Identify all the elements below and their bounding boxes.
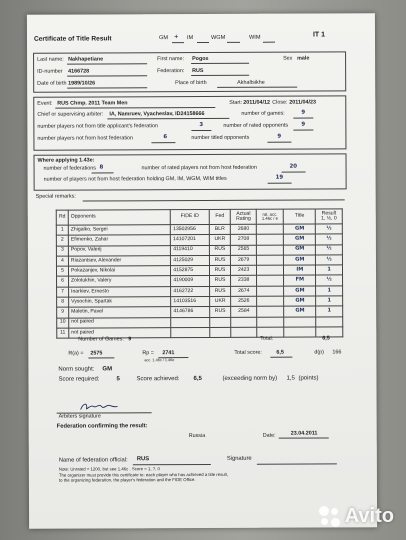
cell-rd: 8 (57, 297, 69, 307)
col-result-sub: 1, ½, 0 (321, 215, 337, 222)
cell-rd: 2 (56, 235, 68, 245)
score-value: 6,5 (276, 349, 284, 356)
cell-result: 1 (316, 286, 343, 296)
last-name-label: Last name: (37, 56, 64, 63)
dob-value: 1989/10/26 (68, 80, 96, 87)
games-count-value: 9 (128, 336, 132, 343)
cell-rat-acc (256, 255, 283, 265)
first-name-value: Pogos (192, 55, 209, 63)
cell-title (284, 327, 316, 337)
cell-rating (231, 327, 257, 337)
ach-value: 6,5 (193, 376, 202, 383)
cell-title: GM (284, 255, 316, 265)
id-number-label: ID-number (37, 68, 63, 75)
sex-value: male (297, 55, 310, 62)
cell-fide-id: 4125029 (171, 255, 209, 265)
avito-watermark (319, 505, 394, 528)
cell-rat-acc (256, 234, 283, 244)
start-label: Start: (229, 99, 243, 106)
exceed-value: 1,5 (286, 375, 295, 382)
note-organizer: The organizer must provide this certificate to: each player who has achieved a title result, (58, 471, 229, 478)
cell-result: 1 (316, 296, 343, 306)
cell-rd: 10 (57, 318, 69, 328)
arbiter-signature-scribble (79, 401, 119, 411)
cell-title: GM (284, 245, 316, 255)
rated-non-host-value: 20 (289, 163, 298, 170)
dob-label: Date of birth (37, 80, 67, 87)
cell-result: 1 (316, 306, 343, 316)
cell-opponent: Pokazanjev, Nikolai (68, 266, 170, 277)
event-value: RUS Chmp. 2011 Team Men (57, 100, 128, 107)
arbiter-signature-label: Arbiters signature (58, 413, 101, 420)
avito-brand-text: Avito (344, 505, 394, 527)
certificate-document (27, 13, 377, 529)
im-label: IM (186, 35, 194, 42)
col-title: Title (284, 209, 316, 224)
points-label: (points) (298, 375, 319, 382)
sex-label: Sex (283, 55, 293, 62)
req-value: 5 (116, 376, 120, 383)
col-rating: Actual Rating (231, 209, 257, 224)
close-value: 2011/04/23 (289, 99, 316, 106)
norm-label: Norm sought: (58, 366, 95, 373)
cell-fide-id (171, 327, 209, 337)
col-result-label: Result (321, 210, 337, 217)
id-number-value: 4166728 (68, 68, 90, 75)
rp-value: 2741 (162, 350, 175, 357)
cell-opponent: Maletin, Pavel (69, 307, 171, 318)
cell-opponent: Efimenko, Zahar (68, 235, 170, 246)
dp-label: d(p) (314, 349, 324, 356)
ra-value: 2575 (90, 350, 103, 357)
cell-fed: RUS (209, 266, 231, 276)
cell-rat-acc (257, 286, 284, 296)
cell-opponent: Vysochin, Spartak (69, 297, 171, 308)
cell-fide-id: 14107201 (171, 235, 209, 245)
non-fed-label: number players not from title applicant's federation (37, 123, 158, 130)
cell-opponent: not paired (69, 328, 171, 339)
ach-label: Score achieved: (136, 376, 180, 383)
feds-label: number of federations (43, 165, 97, 172)
arbiter-label: Chief or supervising arbiter: (37, 111, 104, 118)
cell-fide-id: 4190009 (171, 276, 209, 286)
first-name-label: First name: (157, 56, 185, 63)
cell-result: ½ (316, 234, 343, 244)
cell-title: GM (284, 296, 316, 306)
col-fed: Fed (209, 209, 231, 224)
rated-label: number of rated opponents (223, 122, 289, 129)
signature-label: Signature (226, 455, 252, 462)
cell-rating: 2679 (231, 255, 257, 265)
cell-title: FM (284, 275, 316, 285)
cell-fide-id (171, 317, 209, 327)
cell-rating: 2680 (231, 224, 257, 234)
cell-rating: 2674 (231, 286, 257, 296)
rated-non-host-label: number of rated players not from host federation (141, 164, 257, 172)
cell-title: GM (284, 306, 316, 316)
cell-result (316, 317, 343, 327)
games-label: number of games: (241, 110, 285, 117)
cell-fide-id: 4146786 (171, 307, 209, 317)
cell-fed (209, 327, 231, 337)
cell-opponent: Zolotukhin, Valery (68, 276, 170, 287)
cell-title: GM (284, 234, 316, 244)
total-label: Total: (260, 335, 274, 342)
cell-opponent: Popov, Valerij (68, 245, 170, 256)
cell-fed: UKR (209, 296, 231, 306)
games-value: 9 (301, 109, 306, 116)
cell-rd: 3 (56, 246, 68, 256)
official-name-label: Name of federation official: (58, 457, 128, 464)
titled-non-host-label: number of players not from host federation holding GM, IM, WGM, WIM titles (43, 175, 227, 183)
form-code: IT 1 (312, 31, 326, 39)
cell-rd: 5 (56, 266, 68, 276)
non-fed-value: 3 (199, 121, 204, 129)
cell-fide-id: 4119410 (171, 245, 209, 255)
cell-fed: UKR (209, 235, 231, 245)
cell-rat-acc (257, 276, 284, 286)
rp-label: Rp = (142, 350, 154, 357)
titled-value: 9 (277, 133, 282, 140)
official-name-value: RUS (136, 456, 150, 463)
cell-rd: 1 (56, 225, 68, 235)
cell-title: GM (284, 224, 316, 234)
cell-rating (231, 317, 257, 327)
cell-opponent: Riazantsev, Alexander (68, 256, 170, 267)
table-header-row (56, 209, 342, 225)
confirm-country: Russia (188, 432, 206, 440)
cell-fide-id: 13502956 (171, 224, 209, 234)
last-name-value: Nakhapetiane (68, 56, 104, 63)
cell-fed: RUS (209, 276, 231, 286)
arbiter-value: IA, Namruev, Vyacheslav, ID24158666 (109, 110, 205, 118)
col-result (316, 209, 343, 224)
cell-fed: BLR (209, 224, 231, 234)
cell-rd: 7 (57, 287, 69, 297)
federation-label: Federation: (157, 68, 185, 75)
cell-result: ½ (316, 255, 343, 265)
ra-label: R(a) = (68, 350, 84, 357)
total-value: 6,5 (322, 335, 330, 342)
confirm-date-label: Date: (262, 432, 276, 439)
federation-value: RUS (192, 67, 204, 75)
wim-label: WIM (248, 34, 261, 41)
non-host-label: number players not from host federation (37, 135, 134, 142)
cell-opponent: Inarkiev, Ernesto (69, 286, 171, 297)
req-label: Score required: (58, 376, 100, 383)
games-count-label: Number of Games: (78, 336, 124, 343)
cell-rat-acc (256, 245, 283, 255)
cell-result: ½ (316, 244, 343, 254)
wgm-label: WGM (210, 34, 226, 41)
cell-fed: RUS (209, 245, 231, 255)
cell-rat-acc (256, 224, 283, 234)
cell-rat-acc (257, 307, 284, 317)
cell-rat-acc (257, 296, 284, 306)
score-label: Total score: (234, 349, 262, 356)
cell-title (284, 317, 316, 327)
col-rd: Rd (56, 210, 68, 225)
note-recipients: to the organizing federation, the player's federation and the FIDE Office. (58, 477, 196, 483)
cell-fed (209, 317, 231, 327)
col-rat-acc: rat. acc. 1.46c / e (256, 209, 283, 224)
note-unrated: Note: Unrated = 1200, but see 1.46c . Score = 1, ?, 0 (58, 466, 160, 472)
cell-opponent: Zhigalko, Sergei (68, 225, 170, 236)
federation-confirm-label: Federation confirming the result: (56, 423, 148, 430)
pob-label: Place of birth (175, 79, 207, 87)
titled-label: number titled opponents (191, 134, 250, 142)
close-label: Close: (272, 99, 288, 106)
cell-fide-id: 14103516 (171, 297, 209, 307)
rated-value: 9 (301, 121, 306, 128)
cell-rd: 6 (57, 277, 69, 287)
pob-value: Akhaltsikhe (237, 79, 265, 86)
exceed-label: (exceeding norm by) (222, 375, 278, 382)
cell-rating: 2423 (231, 265, 257, 275)
col-opponents: Opponents (68, 210, 170, 225)
rule-143e-heading: Where applying 1.43e: (37, 157, 95, 164)
cell-rating: 2708 (231, 235, 257, 245)
cell-fide-id: 4152875 (171, 266, 209, 276)
non-host-value: 6 (163, 134, 168, 141)
cell-result: 1 (316, 265, 343, 275)
cell-rating: 2526 (231, 296, 257, 306)
cell-rating: 2584 (231, 307, 257, 317)
feds-value: 8 (99, 164, 104, 171)
cell-rat-acc (256, 265, 283, 275)
cell-rd: 11 (57, 328, 69, 338)
start-value: 2011/04/12 (243, 99, 270, 106)
event-label: Event: (37, 100, 53, 107)
cell-fed: RUS (209, 307, 231, 317)
cell-fide-id: 4162722 (171, 286, 209, 296)
gm-label: GM (158, 35, 169, 42)
cell-rating: 2338 (231, 276, 257, 286)
rp-sub: acc. 1.46c / 1.46e (144, 358, 175, 363)
cell-result: ½ (316, 224, 343, 234)
cell-fed: RUS (209, 255, 231, 265)
cell-opponent: not paired (69, 317, 171, 328)
cell-rd: 9 (57, 307, 69, 317)
cell-rat-acc (257, 317, 284, 327)
dp-value: 166 (332, 349, 342, 356)
cell-fed: RUS (209, 286, 231, 296)
cell-title: GM (284, 286, 316, 296)
avito-dots-icon (319, 506, 341, 528)
certificate-title: Certificate of Title Result (33, 35, 112, 43)
confirm-date-value: 23.04.2011 (290, 430, 318, 437)
cell-result: ½ (316, 275, 343, 285)
norm-value: GM (102, 366, 113, 373)
titled-non-host-value: 19 (275, 174, 284, 181)
col-fide-id: FIDE ID (171, 209, 209, 224)
gm-mark: + (173, 34, 179, 41)
cell-rd: 4 (56, 256, 68, 266)
cell-rating: 2565 (231, 245, 257, 255)
cell-title: IM (284, 265, 316, 275)
special-remarks-label: Special remarks: (35, 193, 76, 200)
